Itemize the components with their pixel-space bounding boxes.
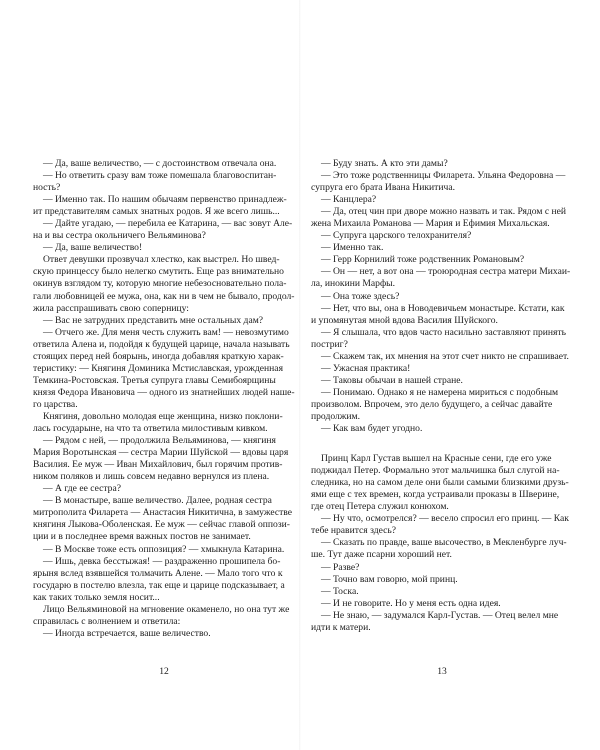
text-line: — Я слышала, что вдов часто насильно заставляют принять (321, 326, 567, 338)
text-line: княгиня Лыкова-Оболенская. Ее муж — сейчас главой оппози- (33, 519, 290, 531)
text-line: поджидал Петер. Формально этот мальчишка был слугой на- (311, 465, 560, 477)
text-line: — Точно вам говорю, мой принц. (321, 573, 458, 585)
text-line: — Отчего же. Для меня честь служить вам! — невозмутимо (43, 326, 289, 338)
text-line: Ответ девушки прозвучал хлестко, как выстрел. Но швед- (43, 254, 280, 266)
text-line: — Таковы обычаи в нашей стране. (321, 374, 463, 386)
text-line: — В Москве тоже есть оппозиция? — хмыкнула Катарина. (43, 543, 285, 555)
text-line: — Буду знать. А кто эти дамы? (321, 158, 448, 169)
text-line: Принц Карл Густав вышел на Красные сени, где его уже (321, 453, 552, 465)
text-line: — Понимаю. Однако я не намерена мириться с подобным (321, 386, 559, 398)
text-line: лась государыне, на что та ответила милостивым кивком. (33, 423, 268, 435)
text-line: — Не знаю, — задумался Карл-Густав. — Отец велел мне (321, 609, 559, 621)
text-line: — Супруга царского телохранителя? (321, 230, 472, 242)
text-line: — Тоска. (321, 585, 359, 597)
text-line: тебе нравится здесь? (311, 525, 396, 537)
text-line: — Как вам будет угодно. (321, 423, 423, 435)
text-line: ями еще с тех времен, когда устраивали проказы в Шверине, (311, 489, 560, 501)
text-line: ярыня вслед взявшейся толмачить Алене. — Мало того что к (33, 567, 283, 579)
right-page-number: 13 (437, 666, 447, 677)
text-line: — В монастыре, ваше величество. Далее, родная сестра (43, 495, 272, 507)
text-line: — Именно так. (321, 242, 384, 254)
text-line: — Нет, что вы, она в Новодевичьем монастыре. Кстати, как (321, 302, 565, 314)
text-line: где отец Петера служил конюхом. (311, 501, 449, 513)
text-line: следника, но на самом деле они были самыми близкими друзь- (311, 477, 569, 489)
text-line: — Ишь, девка бесстыжая! — раздраженно прошипела бо- (43, 555, 281, 567)
text-line: — Ужасная практика! (321, 362, 411, 374)
text-line: — Это тоже родственницы Филарета. Ульяна Федоровна — (321, 170, 566, 182)
text-line: справилась с волнением и ответила: (33, 615, 181, 627)
text-line: — И не говорите. Но у меня есть одна идея. (321, 597, 501, 609)
text-line: — Иногда встречается, ваше величество. (43, 627, 211, 639)
text-line: и упомянутая мной вдова Василия Шуйского. (311, 314, 498, 326)
text-line: — Скажем так, их мнения на этот счет никто не спрашивает. (321, 350, 569, 362)
right-page-text (311, 158, 573, 634)
text-line: Мария Воротынская — сестра Марии Шуйской — вдовы царя (33, 447, 289, 459)
text-line: го царства. (33, 398, 78, 410)
text-line: как таких только земля носит... (33, 591, 160, 603)
text-line: — Ну что, осмотрелся? — весело спросил его принц. — Как (321, 513, 569, 525)
left-page-text (33, 158, 295, 640)
text-line: — Именно так. По нашим обычаям первенство принадлеж- (43, 194, 287, 206)
text-line: — Разве? (321, 561, 360, 573)
text-line: постриг? (311, 338, 348, 350)
text-line: гали любовницей ее мужа, она, как ни в чем не бывало, продол- (33, 290, 295, 302)
text-line: жена Михаила Романова — Мария и Ефимия Михальская. (311, 218, 550, 230)
text-line: — Да, ваше величество! (43, 242, 143, 254)
text-line: — Рядом с ней, — продолжила Вельяминова, — княгиня (43, 435, 276, 447)
book-gutter (299, 0, 301, 750)
section-break (311, 435, 573, 453)
text-line: — Да, отец чин при дворе можно назвать и так. Рядом с ней (321, 206, 567, 218)
text-line: Лицо Вельяминовой на мгновение окаменело, но она тут же (43, 603, 290, 615)
text-line: ность? (33, 182, 61, 194)
text-line: ответила Алена и, подойдя к будущей царице, начала называть (33, 338, 290, 350)
text-line: — Канцлера? (321, 194, 377, 206)
text-line: ит представителям самых знатных родов. Я же всего лишь... (33, 206, 280, 218)
text-line: продолжим. (311, 410, 361, 422)
text-line: — Герр Корнилий тоже родственник Романовым? (321, 254, 525, 266)
text-line: — Он — нет, а вот она — троюродная сестра матери Михаи- (321, 266, 571, 278)
text-line: — Да, ваше величество, — с достоинством отвечала она. (43, 158, 277, 169)
text-line: на и вы сестра окольничего Вельяминова? (33, 230, 206, 242)
text-line: теристику: — Княгиня Доминика Мстиславская, урожденная (33, 362, 283, 374)
text-line: — Она тоже здесь? (321, 290, 400, 302)
text-line: идти к матери. (311, 621, 371, 633)
text-line: государю в постелю влезла, так еще и царице подсказывает, а (33, 579, 285, 591)
text-line: скую принцессу было нелегко смутить. Еще раз внимательно (33, 266, 284, 278)
text-line: Княгиня, довольно молодая еще женщина, низко поклони- (43, 410, 283, 422)
text-line: ла, инокини Марфы. (311, 278, 396, 290)
text-line: — А где ее сестра? (43, 483, 121, 495)
text-line: — Но ответить сразу вам тоже помешала благовоспитан- (43, 170, 277, 182)
text-line: митрополита Филарета — Анастасия Никитична, в замужестве (33, 507, 293, 519)
text-line: супруга его брата Ивана Никитича. (311, 182, 455, 194)
text-line: окинув взглядом ту, которую многие небезосновательно пола- (33, 278, 287, 290)
text-line: князя Федора Ивановича — одного из знатнейших людей наше- (33, 386, 295, 398)
text-line: ше. Тут даже псарни хороший нет. (311, 549, 452, 561)
text-line: произволом. Впрочем, это дело будущего, а сейчас давайте (311, 398, 553, 410)
text-line: стоящих перед ней боярынь, иногда добавляя краткую харак- (33, 350, 284, 362)
text-line: — Дайте угадаю, — перебила ее Катарина, — вас зовут Але- (43, 218, 293, 230)
text-line: ции и в последнее время важных постов не занимает. (33, 531, 251, 543)
text-line: — Вас не затрудних представить мне остальных дам? (43, 314, 264, 326)
text-line: Василия. Ее муж — Иван Михайлович, был горячим против- (33, 459, 283, 471)
text-line: ником поляков и лишь совсем недавно вернулся из плена. (33, 471, 270, 483)
text-line: жила расспрашивать свою соперницу: (33, 302, 189, 314)
text-line: — Сказать по правде, ваше высочество, в Мекленбурге луч- (321, 537, 567, 549)
text-line: Темкина-Ростовская. Третья супруга главы Семибоярщины (33, 374, 276, 386)
left-page-number: 12 (159, 666, 169, 677)
